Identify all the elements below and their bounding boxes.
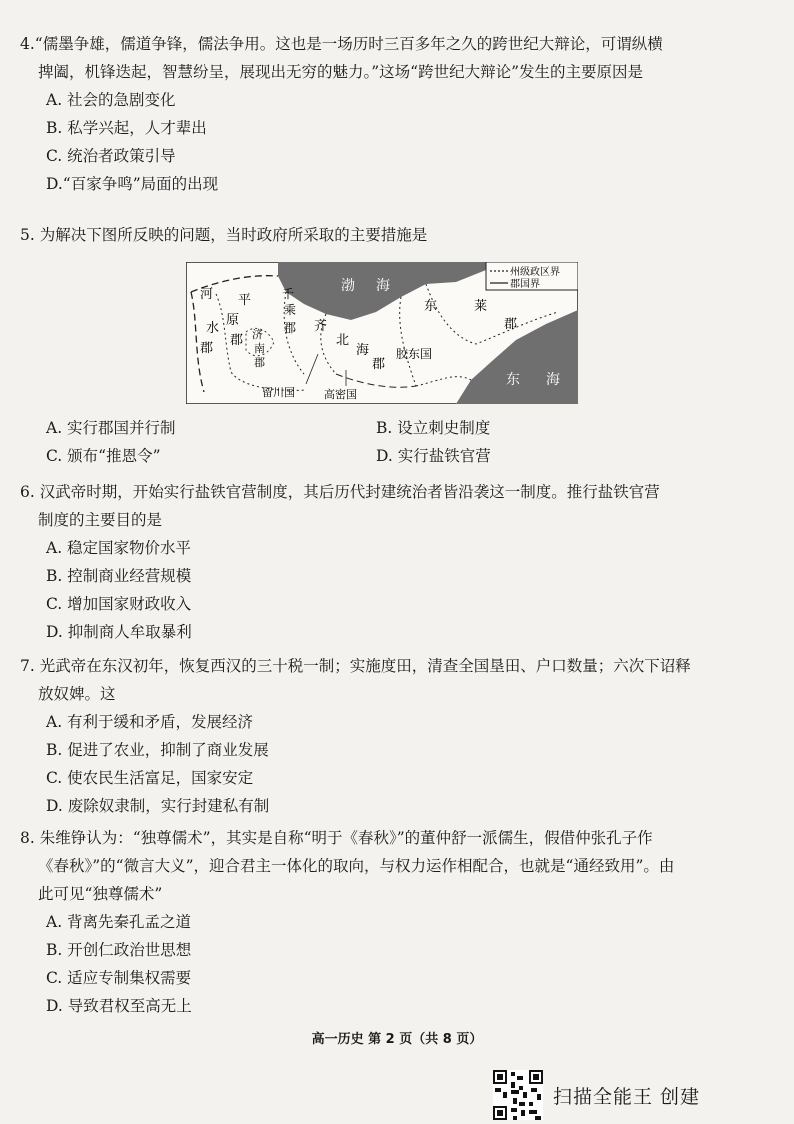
svg-text:胶东国: 胶东国 [396,347,433,361]
qr-code-icon [493,1070,543,1120]
question-5-stem: 5. 为解决下图所反映的问题，当时政府所采取的主要措施是 [20,226,428,244]
option-6b: B. 控制商业经营规模 [46,567,192,585]
svg-text:渤: 渤 [341,278,355,294]
option-4a: A. 社会的急剧变化 [46,91,176,109]
question-8-stem: 8. 朱维铮认为：“独尊儒术”，其实是自称“明于《春秋》”的董仲舒一派儒生，假借仲张孔子作 《春秋》”的“微言大义”，迎合君主一体化的取向，与权力运作相配合，也就是“通经致用”。由 此可见“独尊儒术” [20,829,675,903]
svg-text:东: 东 [424,299,438,314]
svg-text:郡: 郡 [230,333,244,348]
option-7a: A. 有利于缓和矛盾，发展经济 [46,713,254,731]
svg-text:郡: 郡 [200,341,214,356]
option-7c: C. 使农民生活富足，国家安定 [46,769,254,787]
svg-text:乘: 乘 [284,303,297,317]
option-4d: D.“百家争鸣”局面的出现 [46,175,219,193]
svg-text:莱: 莱 [474,299,488,314]
svg-text:海: 海 [356,343,370,358]
option-5a: A. 实行郡国并行制 [46,419,176,437]
han-map-figure [186,262,578,404]
svg-text:千: 千 [282,287,295,301]
question-5-options [20,414,780,470]
question-7 [20,652,780,820]
option-4c: C. 统治者政策引导 [46,147,176,165]
option-8a: A. 背离先秦孔孟之道 [46,913,192,931]
question-7-stem: 7. 光武帝在东汉初年，恢复西汉的三十税一制；实施度田，清查全国垦田、户口数量；六次下诏释 放奴婢。这 [20,657,691,703]
option-8d: D. 导致君权至高无上 [46,997,192,1015]
question-4-stem: 4.“儒墨争雄，儒道争锋，儒法争用。这也是一场历时三百多年之久的跨世纪大辩论，可谓纵横 捭阖，机锋迭起，智慧纷呈，展现出无穷的魅力。”这场“跨世纪大辩论”发生的主要原因是 [20,35,663,81]
question-8 [20,824,780,1020]
svg-text:高密国: 高密国 [324,388,357,401]
svg-text:原: 原 [226,313,240,328]
svg-text:齐: 齐 [314,319,328,334]
svg-text:海: 海 [546,372,560,388]
scanner-watermark [493,1070,700,1120]
svg-text:南: 南 [254,342,265,355]
legend-prefecture-label: 郡国界 [510,279,540,290]
option-5d: D. 实行盐铁官营 [376,447,491,465]
svg-text:郡: 郡 [284,321,297,335]
option-5c: C. 颁布“推恩令” [46,447,161,465]
option-8c: C. 适应专制集权需要 [46,969,192,987]
svg-text:东: 东 [506,372,520,388]
option-7b: B. 促进了农业，抑制了商业发展 [46,741,269,759]
option-6c: C. 增加国家财政收入 [46,595,192,613]
option-7d: D. 废除奴隶制，实行封建私有制 [46,797,270,815]
svg-text:水: 水 [206,321,220,336]
option-8b: B. 开创仁政治世思想 [46,941,192,959]
svg-text:海: 海 [376,278,390,294]
option-4b: B. 私学兴起，人才辈出 [46,119,207,137]
option-6d: D. 抑制商人牟取暴利 [46,623,192,641]
svg-text:平: 平 [238,293,252,308]
option-6a: A. 稳定国家物价水平 [46,539,192,557]
legend-state-label: 州级政区界 [510,267,560,278]
svg-text:郡: 郡 [372,357,386,372]
svg-text:济: 济 [252,328,263,341]
svg-text:北: 北 [336,333,350,348]
svg-text:郡: 郡 [504,317,518,332]
question-4 [20,30,780,198]
svg-text:河: 河 [200,287,214,302]
svg-text:郡: 郡 [254,356,265,369]
option-5b: B. 设立刺史制度 [376,419,491,437]
question-6-stem: 6. 汉武帝时期，开始实行盐铁官营制度，其后历代封建统治者皆沿袭这一制度。推行盐铁官营 制度的主要目的是 [20,483,660,529]
page-footer: 高一历史 第 2 页（共 8 页） [311,1032,483,1047]
question-6 [20,478,780,646]
svg-text:留川国: 留川国 [262,386,295,399]
scanner-label: 扫描全能王 创建 [553,1085,701,1108]
question-5 [20,221,780,249]
